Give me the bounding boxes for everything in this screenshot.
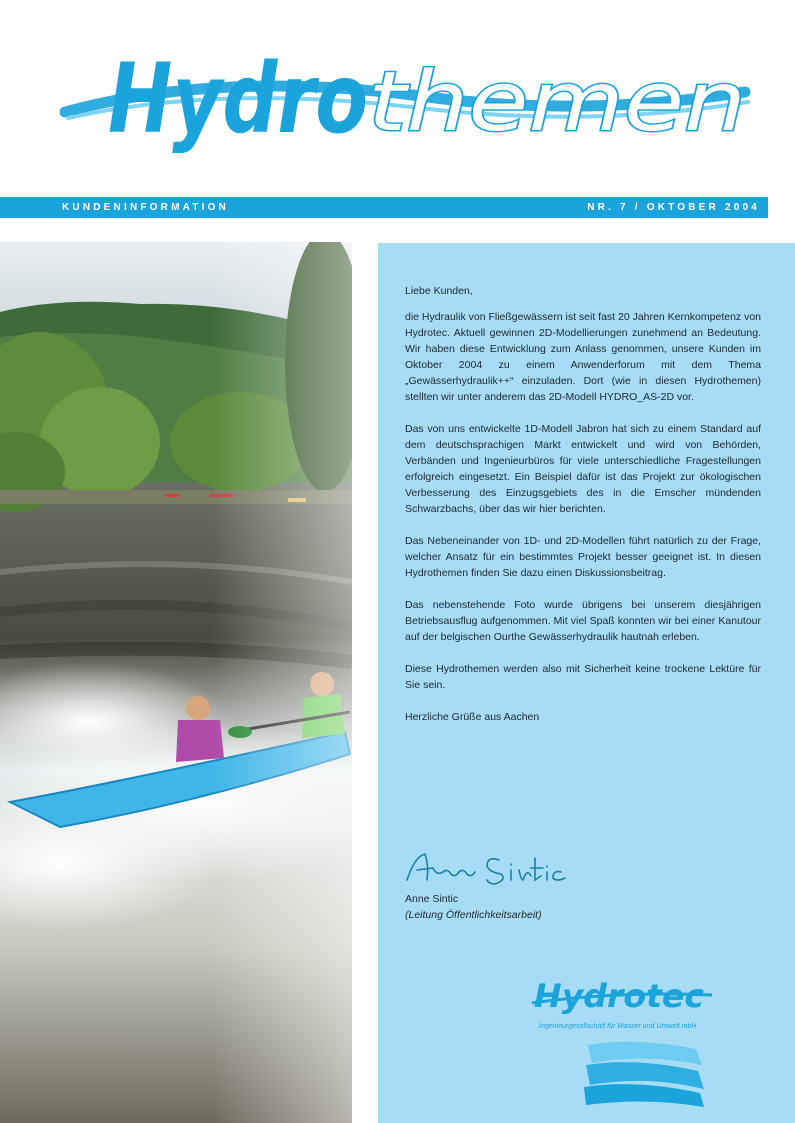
signature [403,846,573,890]
closing: Herzliche Grüße aus Aachen [405,711,540,723]
paragraph: Diese Hydrothemen werden also mit Sicherheit keine trockene Lektüre für Sie sein. [405,663,761,691]
masthead-title-themen: themen [368,55,746,150]
hydrotec-logo [526,973,766,1113]
letter-body [405,283,761,741]
signer-name: Anne Sintic [405,893,459,905]
banner-label: KUNDENINFORMATION [62,202,229,213]
masthead-title-hydro: Hydro [108,43,368,155]
paragraph: Das von uns entwickelte 1D-Modell Jabron hat sich zu einem Standard auf dem deutschsprachigen Markt entwickelt und wird von Behörden, Verbänden und Ingenieurbüros für viele unterschiedliche Fragestellungen erfolgreich eingesetzt. Ein Beispiel dafür ist das Projekt zur ökologischen Verbesserung des Einzugsgebiets des in die Emscher mündenden Schwarzbachs, über das wir hier berichten. [405,423,761,515]
paragraph: Das Nebeneinander von 1D- und 2D-Modellen führt natürlich zu der Frage, welcher Ansatz für ein bestimmtes Projekt besser geeignet ist. In diesen Hydrothemen finden Sie dazu einen Diskussionsbeitrag. [405,535,761,579]
paragraph: die Hydraulik von Fließgewässern ist seit fast 20 Jahren Kernkompetenz von Hydrotec. Aktuell gewinnen 2D-Modellierungen zunehmend an Bedeutung. Wir haben diese Entwicklung zum Anlass genommen, unsere Kunden im Oktober 2004 zu einem Anwenderforum mit dem Thema „Gewässerhydraulik++“ einzuladen. Dort (wie in diesen Hydrothemen) stellten wir unter anderem das 2D-Modell HYDRO_AS-2D vor. [405,311,762,403]
masthead [0,0,795,195]
issue-number: NR. 7 / OKTOBER 2004 [587,202,760,213]
kayak-photo [0,242,352,1123]
signer-block [405,891,542,923]
hydrothemen-logo [0,0,795,195]
hydrotec-wordmark: Hydrotec [534,977,705,1015]
salutation: Liebe Kunden, [405,285,473,297]
editorial-letter [378,243,795,1123]
paragraph: Das nebenstehende Foto wurde übrigens bei unserem diesjährigen Betriebsausflug aufgenommen. Mit viel Spaß konnten wir bei einer Kanutour auf der belgischen Ourthe Gewässerhydraulik hautnah erleben. [405,599,761,643]
info-banner [0,197,768,218]
signer-role: (Leitung Öffentlichkeitsarbeit) [405,909,542,921]
logo-tagline: Ingenieurgesellschaft für Wasser und Umwelt mbH [539,1023,697,1030]
